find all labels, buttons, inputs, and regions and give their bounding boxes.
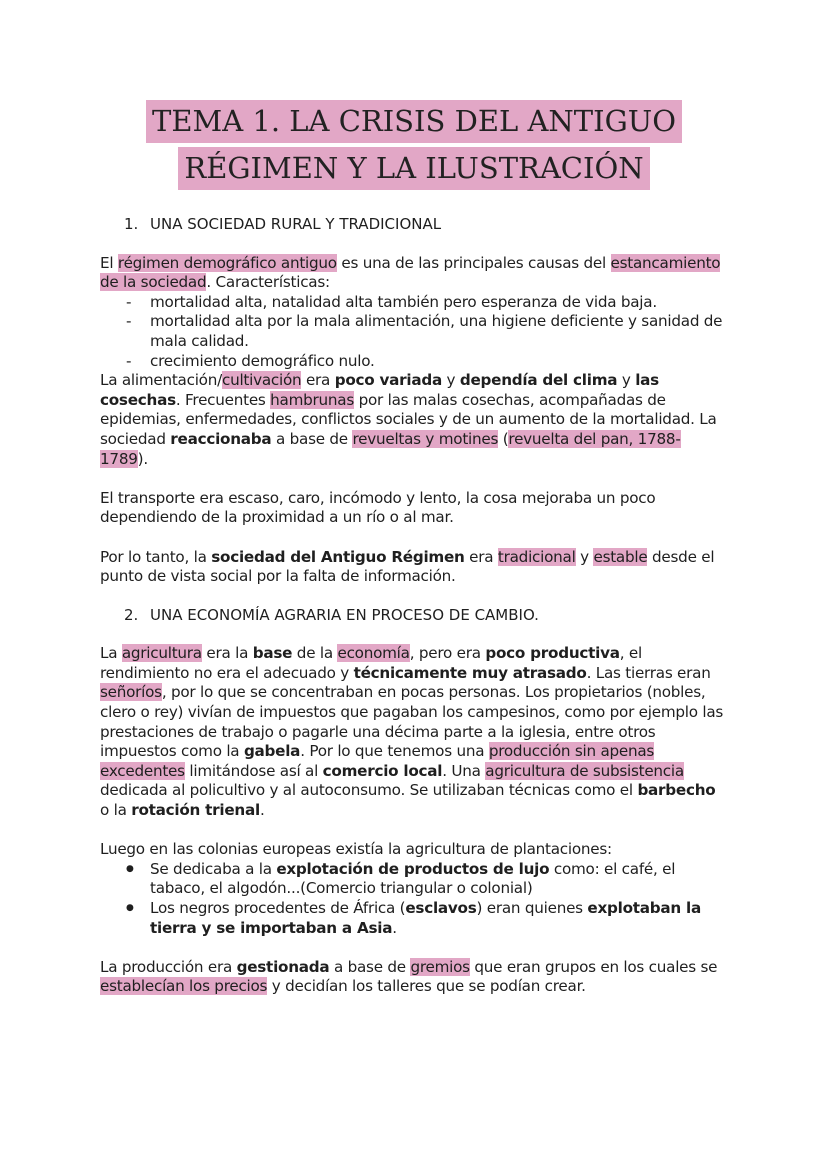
text-run: y (617, 371, 636, 390)
s1-paragraph-2 (100, 371, 728, 469)
list-item (100, 860, 728, 899)
text-run: desde el punto de vista social por la falta de información. (100, 547, 715, 586)
text-run: era (301, 371, 335, 390)
text-run: y (575, 547, 594, 566)
text-run: . Frecuentes (175, 390, 271, 409)
section-1-heading (100, 214, 828, 234)
bold-text: sociedad del Antiguo Régimen (211, 547, 465, 566)
section-1-heading-text: UNA SOCIEDAD RURAL Y TRADICIONAL (150, 215, 442, 233)
s1-paragraph-3: El transporte era escaso, caro, incómodo y lento, la cosa mejoraba un poco dependiendo de la proximidad a un río o al mar. (100, 488, 656, 527)
highlight: régimen demográfico antiguo (117, 253, 337, 272)
bold-text: comercio local (322, 761, 443, 780)
bold-text: explotación de productos de lujo (276, 859, 550, 878)
bold-text: gestionada (236, 957, 330, 976)
s2-bullet-list (100, 860, 728, 938)
s2-paragraph-1 (100, 644, 728, 820)
highlight: estable (593, 547, 648, 566)
text-run: de la (292, 644, 338, 663)
text-run: El (100, 253, 118, 272)
text-run: ( (498, 429, 509, 448)
highlight: revueltas y motines (352, 429, 499, 448)
text-run: a base de (271, 429, 353, 448)
text-run: que eran grupos en los cuales se (469, 957, 718, 976)
s2-paragraph-3 (100, 958, 728, 997)
bold-text: rotación trienal (131, 801, 260, 820)
text-run: o la (100, 801, 132, 820)
text-run: . Características: (206, 273, 330, 292)
text-run: Se dedicaba a la (150, 859, 277, 878)
text-run: era la (201, 644, 253, 663)
text-run: ) eran quienes (476, 899, 588, 917)
highlight: cultivación (221, 371, 302, 390)
text-run: como: el café, el tabaco, el algodón...(Comercio triangular o colonial) (150, 859, 676, 898)
bold-text: poco productiva (485, 644, 620, 663)
text-run: Los negros procedentes de África ( (150, 899, 406, 917)
bold-text: gabela (243, 742, 301, 761)
highlight: revuelta del pan, 1788-1789 (100, 429, 681, 468)
list-item: - crecimiento demográfico nulo. (100, 352, 728, 372)
text-run: a base de (329, 957, 411, 976)
text-run: y (441, 371, 460, 390)
text-run: Por lo tanto, la (100, 547, 212, 566)
highlight: producción sin apenas excedentes (100, 742, 655, 780)
bold-text: las cosechas (100, 371, 659, 409)
highlight: economía (337, 644, 410, 663)
highlight: establecían los precios (100, 977, 268, 996)
text-run: , pero era (409, 644, 486, 663)
section-2-heading (100, 605, 828, 625)
title-line-1: TEMA 1. LA CRISIS DEL ANTIGUO (146, 100, 682, 143)
text-run: . Las tierras eran (586, 663, 711, 682)
list-item: - mortalidad alta por la mala alimentación, una higiene deficiente y sanidad de mala calidad. (100, 312, 728, 351)
text-run: La producción era (100, 957, 237, 976)
text-run: , el rendimiento no era el adecuado y (100, 644, 642, 682)
bold-text: barbecho (637, 781, 716, 800)
text-run: es una de las principales causas del (336, 253, 611, 272)
highlight: hambrunas (270, 390, 355, 409)
section-2-heading-text: UNA ECONOMÍA AGRARIA EN PROCESO DE CAMBIO. (150, 605, 539, 624)
text-run: y decidían los talleres que se podían crear. (267, 977, 586, 996)
text-run: La (100, 644, 122, 663)
section-2-number: 2. (124, 605, 139, 624)
document-title (100, 100, 728, 194)
text-run: era (464, 547, 498, 566)
text-run: . (259, 801, 265, 820)
s2-paragraph-2: Luego en las colonias europeas existía la agricultura de plantaciones: (100, 840, 612, 859)
text-run: por las malas cosechas, acompañadas de epidemias, enfermedades, conflictos sociales y de un aumento de la mortalidad. La sociedad (100, 390, 717, 448)
s1-paragraph-1 (100, 254, 728, 293)
bold-text: base (252, 644, 293, 663)
bold-text: dependía del clima (459, 371, 618, 390)
bold-text: poco variada (334, 371, 442, 390)
text-run: La alimentación/ (100, 371, 222, 390)
title-line-2: RÉGIMEN Y LA ILUSTRACIÓN (178, 147, 649, 190)
text-run: . Por lo que tenemos una (300, 742, 489, 761)
text-run: . (392, 918, 397, 937)
bold-text: explotaban la tierra y se importaban a Asia (150, 899, 701, 937)
bold-text: técnicamente muy atrasado (353, 663, 587, 682)
bold-text: esclavos (405, 899, 477, 917)
list-item (100, 899, 728, 938)
text-run: , por lo que se concentraban en pocas personas. Los propietarios (nobles, clero o rey) vivían de impuestos que pagaban los campesinos, como por ejemplo las prestaciones de trabajo o pagarle una décima parte a la iglesia, entre otros impuestos como la (100, 683, 724, 761)
highlight: agricultura de subsistencia (485, 761, 684, 780)
s1-dash-list (100, 293, 728, 371)
section-1-number: 1. (124, 215, 139, 233)
bold-text: reaccionaba (170, 429, 272, 448)
list-item: - mortalidad alta, natalidad alta también pero esperanza de vida baja. (100, 293, 728, 313)
highlight: estancamiento de la sociedad (100, 253, 721, 292)
text-run: dedicada al policultivo y al autoconsumo. Se utilizaban técnicas como el (100, 781, 638, 800)
s1-paragraph-4 (100, 548, 728, 587)
highlight: gremios (410, 957, 470, 976)
highlight: señoríos (100, 683, 162, 702)
text-run: ). (137, 449, 148, 468)
text-run: limitándose así al (184, 761, 323, 780)
text-run: . Una (442, 761, 486, 780)
highlight: agricultura (121, 644, 202, 663)
highlight: tradicional (497, 547, 576, 566)
